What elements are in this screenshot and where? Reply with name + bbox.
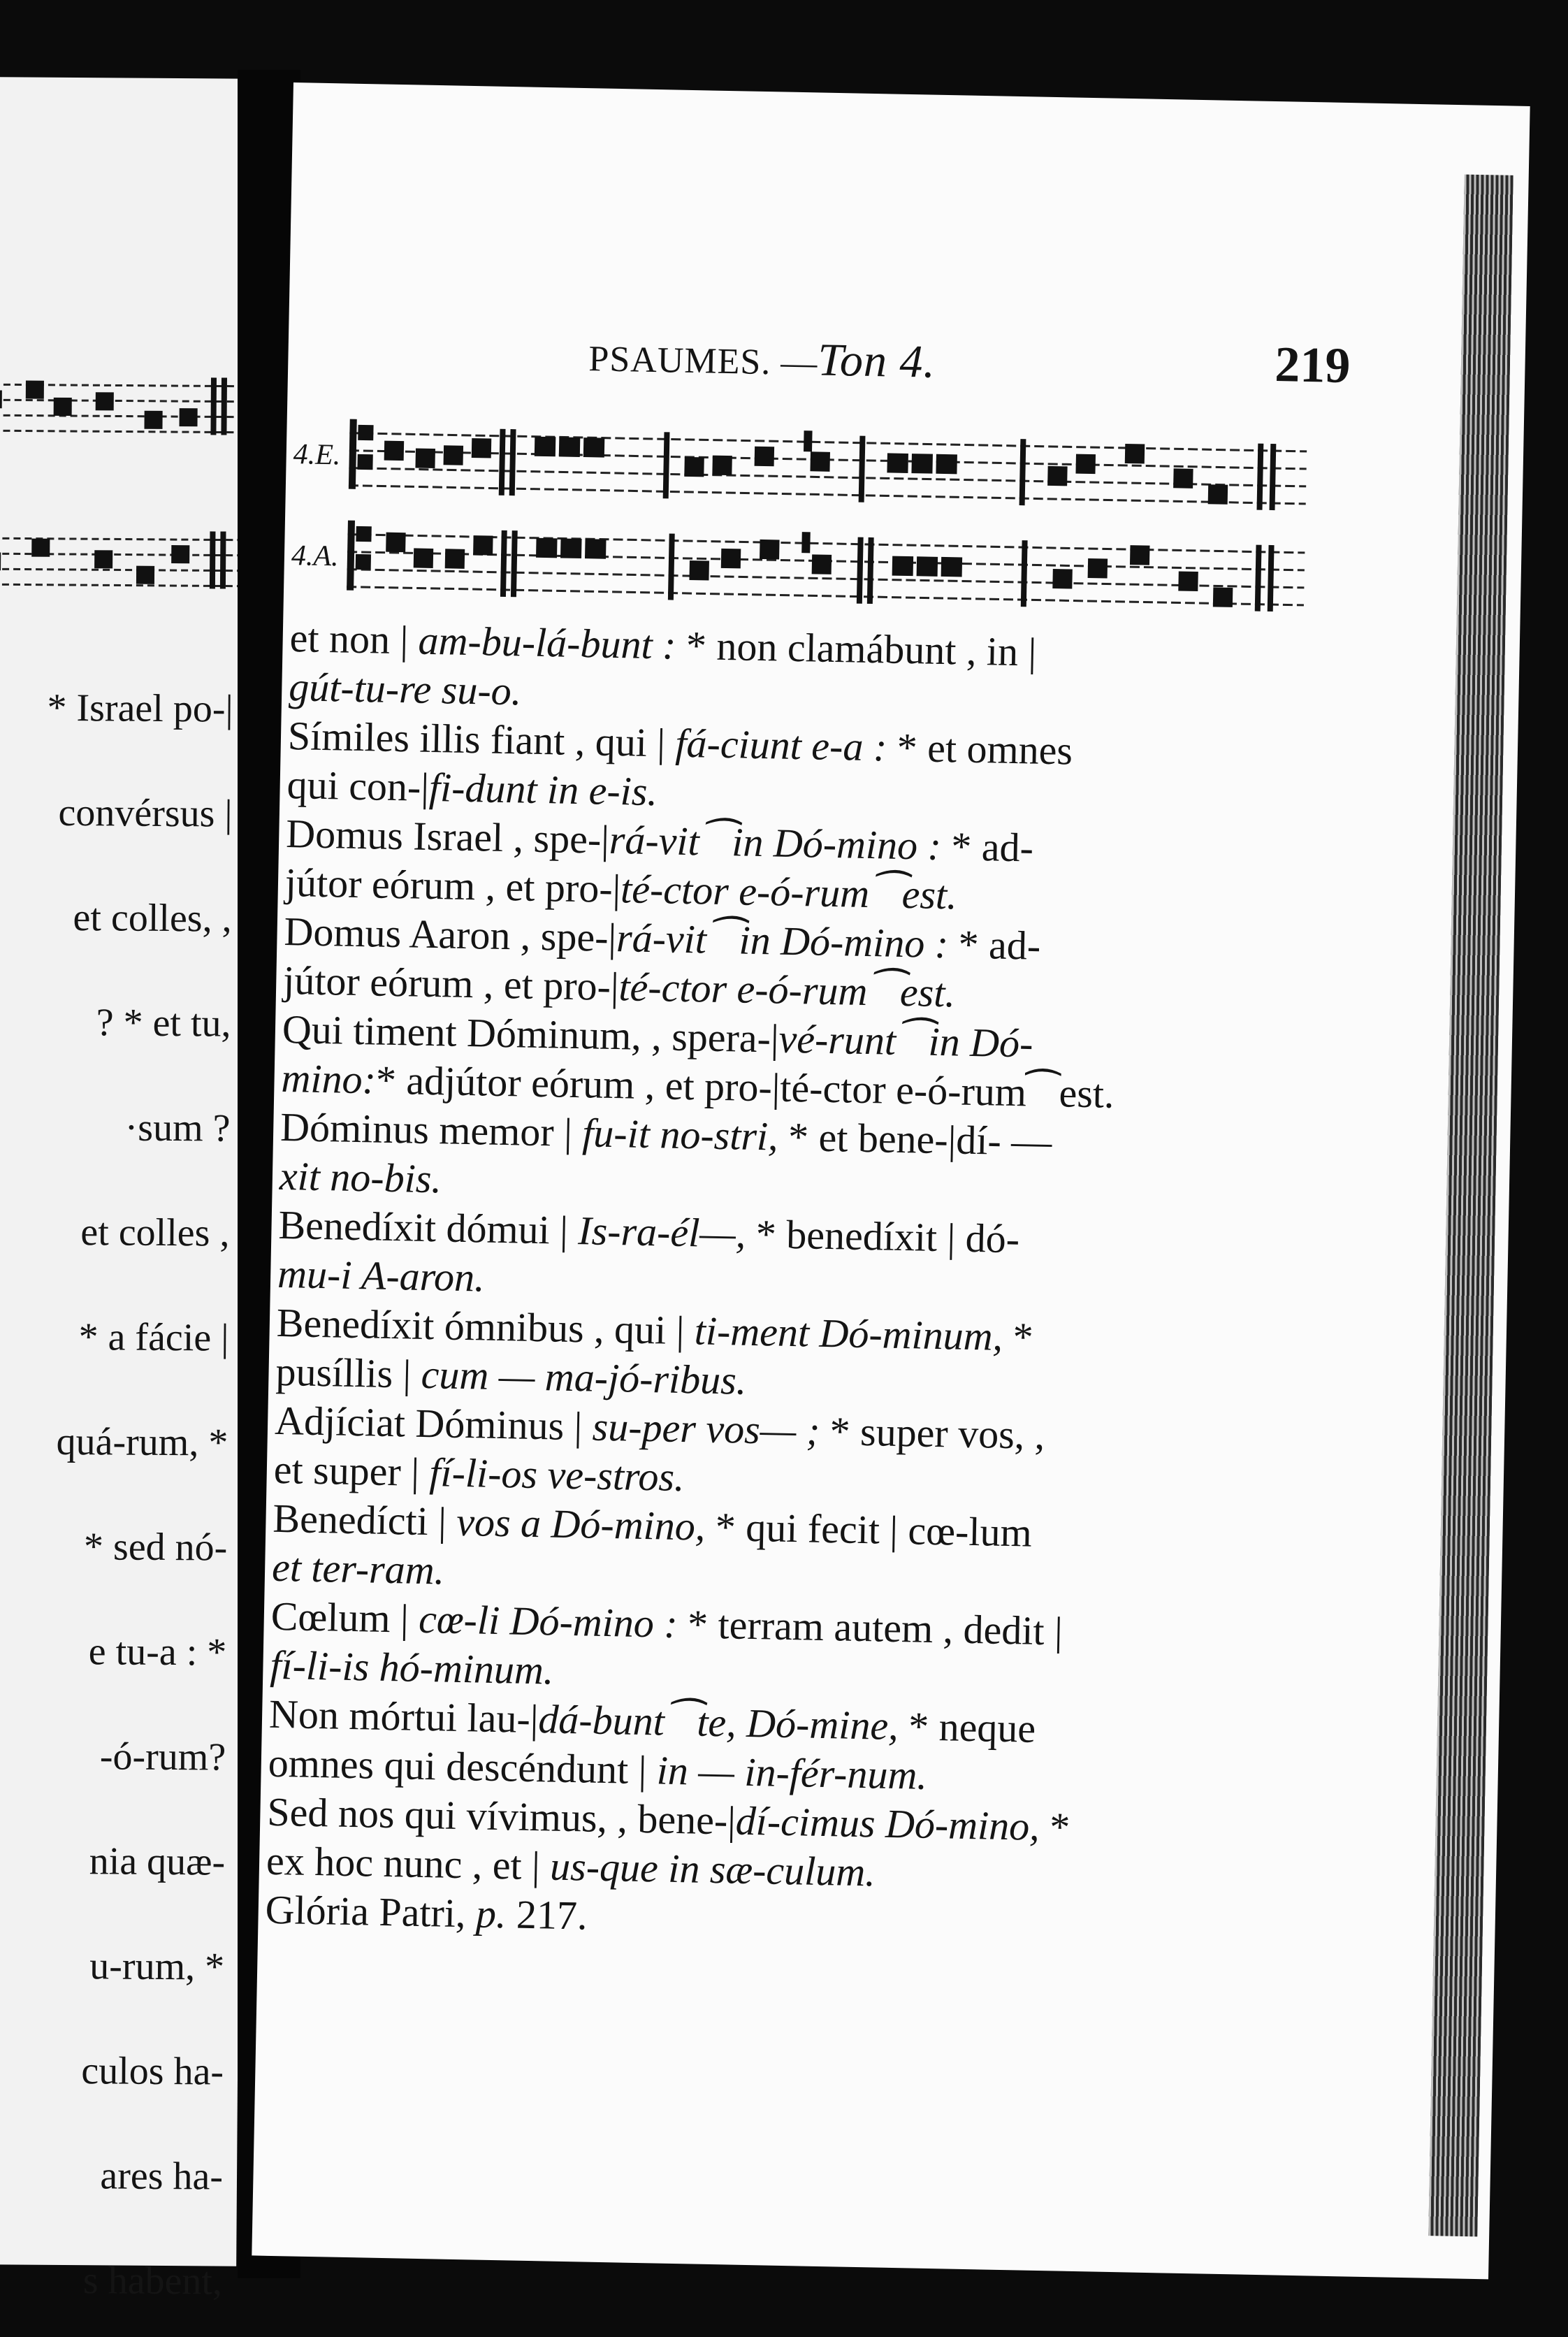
running-title-caps: PSAUMES.	[588, 339, 771, 383]
left-page-line: ares ha-	[100, 2154, 224, 2199]
verse-plain-text: ex hoc nunc , et |	[266, 1837, 551, 1889]
running-title-tone: Ton 4.	[817, 334, 936, 388]
left-page-line: ? * et tu,	[96, 1001, 231, 1046]
verse-continuation: * non clamábunt , in |	[685, 622, 1037, 675]
verse-plain-text: Non mórtui lau-|	[268, 1691, 539, 1742]
verse-plain-text: Benedíxit dómui |	[277, 1201, 579, 1254]
left-page-line: convérsus |	[58, 790, 233, 836]
verse-chant-syllables: Is-ra-él—,	[577, 1208, 757, 1257]
staff-notation-2	[347, 514, 1312, 623]
verse-continuation: * ad-	[950, 823, 1034, 871]
left-page-line: quá-rum, *	[56, 1419, 228, 1465]
staff-notation-1	[348, 412, 1314, 521]
verse-continuation: * ad-	[958, 921, 1041, 969]
running-title	[588, 329, 936, 389]
verse-continuation: 217.	[505, 1891, 588, 1939]
verse-continuation: * et omnes	[896, 724, 1073, 774]
verse-continuation: * et bene-|dí- —	[787, 1113, 1052, 1165]
verse-plain-text: jútor eórum , et pro-|	[284, 859, 621, 912]
verse-continuation: * neque	[908, 1703, 1036, 1751]
verse-plain-text: Sed nos qui vívimus, , bene-|	[266, 1788, 736, 1844]
verse-chant-syllables: fu-it no-stri,	[581, 1110, 789, 1159]
verse-plain-text: Domus Aaron , spe-|	[284, 908, 617, 961]
verse-chant-syllables: su-per vos— ;	[592, 1403, 831, 1454]
left-page-text	[0, 77, 252, 2303]
verse-plain-text: pusíllis |	[275, 1348, 422, 1397]
verse-plain-text: Benedícti |	[272, 1495, 458, 1544]
verse-chant-syllables: cœ-li Dó-mino :	[418, 1596, 688, 1647]
verse-plain-text: et super |	[273, 1446, 430, 1496]
left-staff-bottom	[0, 524, 249, 610]
verse-continuation: * terram autem , dedit |	[687, 1601, 1064, 1654]
page-number: 219	[1274, 336, 1351, 394]
verse-chant-syllables: xit no-bis.	[279, 1152, 442, 1202]
left-page	[0, 77, 252, 2303]
chant-staff-2	[291, 512, 1312, 623]
verse-plain-text: et non |	[289, 615, 419, 663]
left-page-line: -ó-rum?	[99, 1735, 226, 1779]
verse-chant-syllables: am-bu-lá-bunt :	[418, 617, 687, 668]
verse-chant-syllables: et ter-ram.	[271, 1544, 445, 1593]
verse-chant-syllables: cum — ma-jó-ribus.	[421, 1351, 747, 1403]
verse-chant-syllables: vé-runt⁀in Dó-	[778, 1015, 1034, 1066]
verse-continuation: * super vos, ,	[829, 1408, 1045, 1458]
verse-chant-syllables: rá-vit⁀in Dó-mino :	[609, 816, 952, 869]
verse-plain-text: Benedíxit ómnibus , qui |	[276, 1299, 695, 1354]
verse-continuation: * qui fecit | cœ-lum	[715, 1503, 1033, 1556]
verse-chant-syllables: rá-vit⁀in Dó-mino :	[616, 915, 959, 967]
left-staff-top	[0, 370, 249, 456]
left-page-line: u-rum, *	[89, 1944, 225, 1989]
left-page-line: ·sum ?	[124, 1106, 231, 1150]
left-page-line: et colles ,	[80, 1210, 230, 1255]
running-title-dash: —	[770, 342, 818, 384]
verse-chant-syllables: fi-dunt in e-is.	[428, 764, 658, 815]
verse-plain-text: Domus Israel , spe-|	[285, 811, 610, 862]
verse-chant-syllables: fí-li-os ve-stros.	[428, 1449, 685, 1500]
verse-continuation: *	[1012, 1314, 1034, 1360]
verse-plain-text: Glória Patri,	[265, 1886, 477, 1937]
verse-continuation: * benedíxit | dó-	[755, 1211, 1020, 1262]
left-page-line: s habent,	[82, 2259, 223, 2303]
left-page-line: culos ha-	[81, 2049, 224, 2094]
left-page-line: et colles, ,	[73, 896, 232, 941]
verse-chant-syllables: té-ctor e-ó-rum⁀est.	[618, 964, 956, 1016]
chant-staff-1	[292, 411, 1314, 521]
verse-chant-syllables: in — in-fér-num.	[656, 1747, 928, 1798]
verse-plain-text: Símiles illis fiant , qui |	[287, 713, 676, 766]
psalm-text	[265, 614, 1338, 1954]
verse-chant-syllables: mino:	[281, 1055, 377, 1103]
verse-plain-text: jútor eórum , et pro-|	[282, 957, 620, 1010]
left-page-line: nia quæ-	[89, 1839, 226, 1884]
left-page-line: e tu-a : *	[88, 1630, 227, 1674]
tone-label-4e: 4.E.	[293, 438, 341, 472]
verse-chant-syllables: mu-i A-aron.	[277, 1250, 486, 1301]
running-header	[588, 329, 1351, 428]
verse-chant-syllables: vos a Dó-mino,	[456, 1498, 716, 1549]
verse-chant-syllables: fá-ciunt e-a :	[674, 720, 898, 770]
verse-plain-text: Qui timent Dóminum, , spera-|	[282, 1006, 780, 1062]
verse-plain-text: omnes qui descéndunt |	[268, 1739, 658, 1793]
left-page-line: * a fácie |	[78, 1315, 229, 1360]
verse-chant-syllables: fí-li-is hó-minum.	[269, 1642, 555, 1693]
verse-chant-syllables: p.	[475, 1890, 507, 1937]
verse-continuation: *	[1049, 1804, 1070, 1850]
verse-chant-syllables: té-ctor e-ó-rum⁀est.	[620, 866, 958, 918]
verse-chant-syllables: dá-bunt⁀te, Dó-mine,	[537, 1696, 909, 1749]
verse-plain-text: Dóminus memor |	[280, 1104, 583, 1156]
right-page	[252, 82, 1530, 2279]
verse-plain-text: Adjíciat Dóminus |	[274, 1397, 593, 1449]
verse-chant-syllables: ti-ment Dó-minum,	[694, 1308, 1014, 1360]
verse-plain-text: Cœlum |	[270, 1593, 419, 1642]
left-page-line: * Israel po-|	[47, 686, 233, 731]
left-page-line: * sed nó-	[83, 1525, 228, 1570]
tone-label-4a: 4.A.	[291, 540, 340, 573]
verse-plain-text: qui con-|	[286, 762, 430, 810]
verse-chant-syllables: gút-tu-re su-o.	[288, 664, 522, 714]
verse-chant-syllables: us-que in sæ-culum.	[549, 1843, 876, 1895]
verse-chant-syllables: dí-cimus Dó-mino,	[735, 1797, 1050, 1850]
verse-continuation: * adjútor eórum , et pro-|té-ctor e-ó-rum⁀est.	[375, 1057, 1115, 1117]
